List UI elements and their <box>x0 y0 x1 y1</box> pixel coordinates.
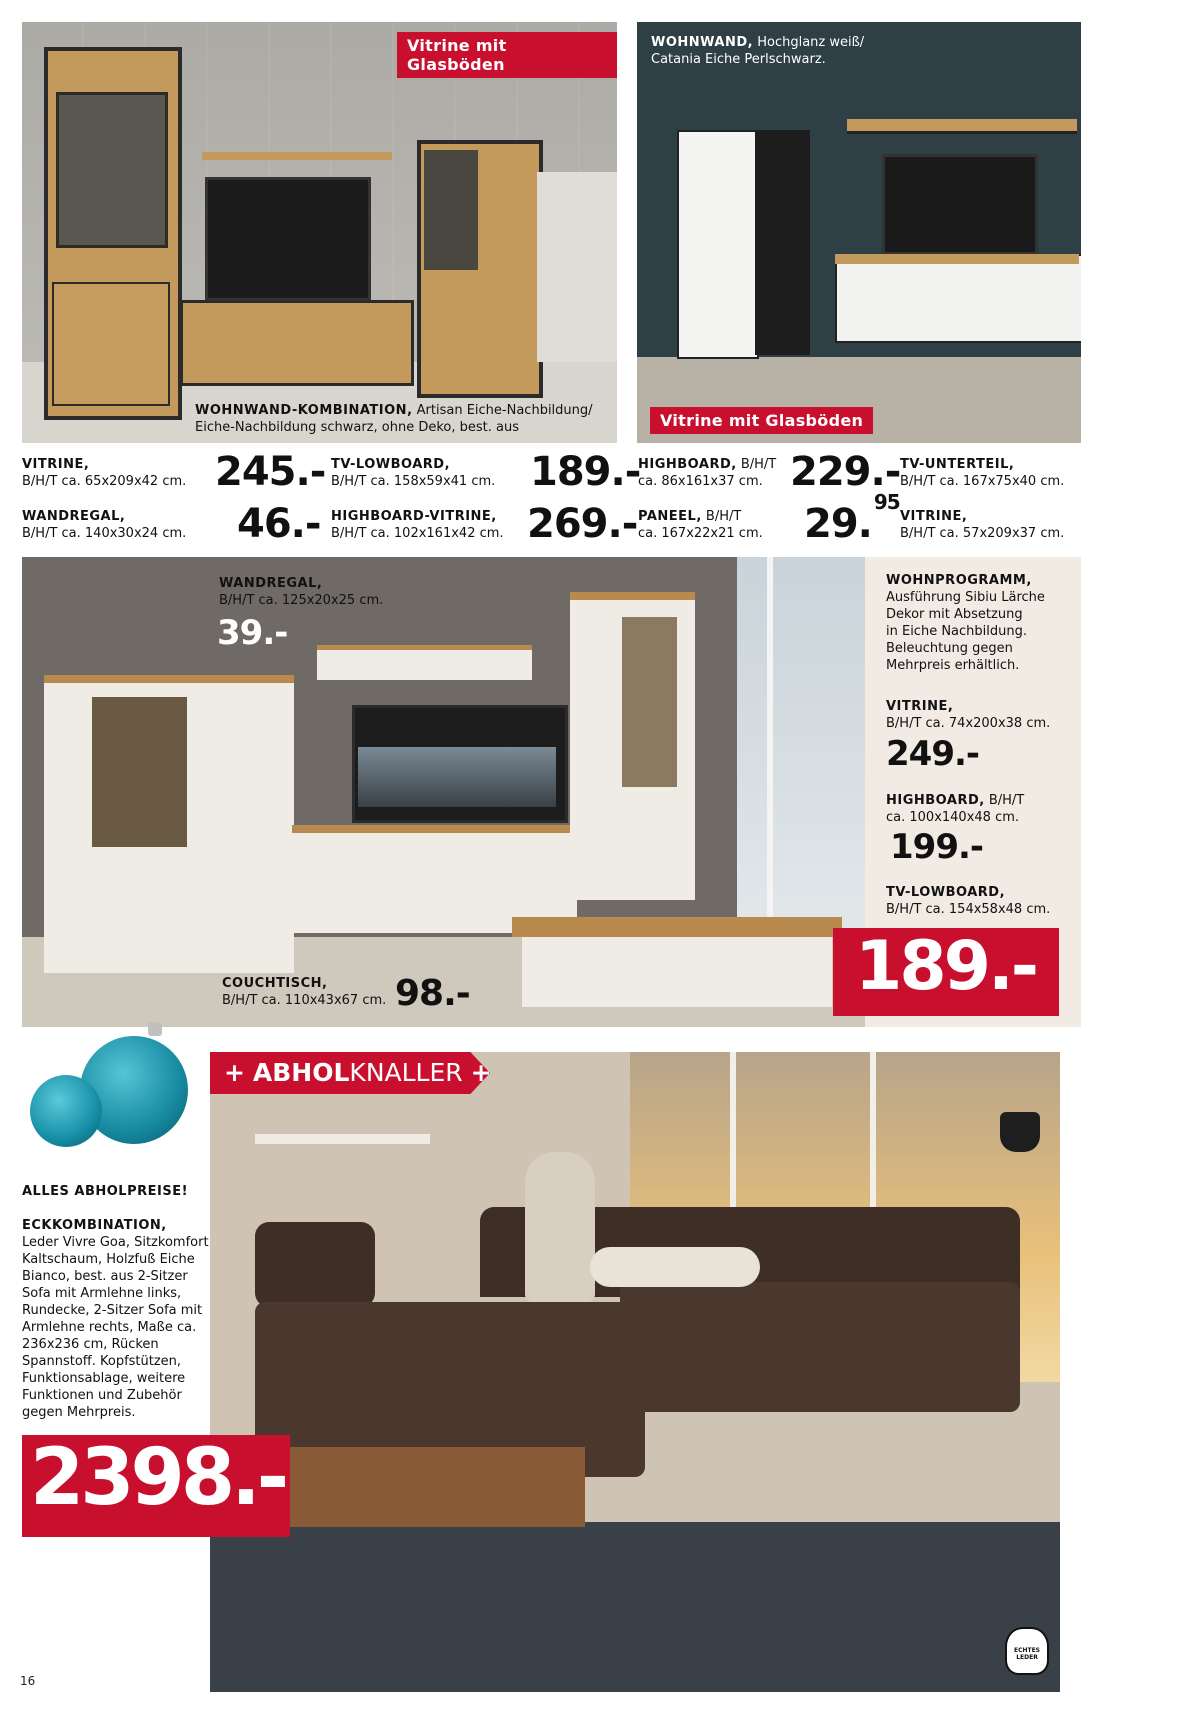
caption-text2: Eiche-Nachbildung schwarz, ohne Deko, best. aus <box>195 420 519 435</box>
item-vitrine <box>22 456 222 490</box>
item-paneel-dims: ca. 167x22x21 cm. <box>638 526 763 541</box>
eck-line-10: Funktionen und Zubehör <box>22 1388 182 1403</box>
photo-eckkombination <box>210 1052 1060 1692</box>
side-highboard <box>886 792 1076 826</box>
item-tv-unterteil <box>900 456 1090 490</box>
side-tv-lowboard <box>886 884 1076 918</box>
banner-plus-right: + <box>470 1058 492 1087</box>
panel2-title: WOHNWAND, <box>651 35 754 50</box>
side-vitrine-title: VITRINE, <box>886 699 954 714</box>
eckkombination-title: ECKKOMBINATION, <box>22 1218 167 1233</box>
eck-line-7: 236x236 cm, Rücken <box>22 1337 159 1352</box>
item-vitrine-name: VITRINE, <box>22 457 90 472</box>
ornament-cap <box>148 1022 162 1036</box>
item-tv-unterteil-dims: B/H/T ca. 167x75x40 cm. <box>900 474 1065 489</box>
price-highboard-vitrine: 269.- <box>527 501 638 547</box>
abholknaller-text <box>224 1057 492 1089</box>
side-highboard-dims: ca. 100x140x48 cm. <box>886 810 1020 825</box>
alles-abholpreise-text: ALLES ABHOLPREISE! <box>22 1184 189 1199</box>
caption-wohnwand-kombination <box>195 402 615 436</box>
price-vitrine: 245.- <box>215 449 326 495</box>
item-tv-unterteil-name: TV-UNTERTEIL, <box>900 457 1015 472</box>
eckkombination-text <box>22 1217 212 1421</box>
photo-wohnprogramm <box>22 557 865 1027</box>
item-highboard-name: HIGHBOARD, <box>638 457 737 472</box>
item-vitrine-2-name: VITRINE, <box>900 509 968 524</box>
item-highboard-name-rest: B/H/T <box>740 457 777 472</box>
item-tv-lowboard-name: TV-LOWBOARD, <box>331 457 451 472</box>
wohnprogramm-line-1: Ausführung Sibiu Lärche <box>886 590 1045 605</box>
item-vitrine-dims: B/H/T ca. 65x209x42 cm. <box>22 474 187 489</box>
banner-knaller: KNALLER <box>349 1058 463 1087</box>
banner-abhol: ABHOL <box>252 1058 350 1087</box>
couchtisch-title: COUCHTISCH, <box>222 976 328 991</box>
tv-lowboard-price: 189.- <box>855 927 1036 1006</box>
eck-line-11: gegen Mehrpreis. <box>22 1405 136 1420</box>
tag-vitrine-glasboeden-2: Vitrine mit Glasböden <box>650 407 873 434</box>
price-paneel-main: 29. <box>804 501 872 547</box>
wandregal-dims: B/H/T ca. 125x20x25 cm. <box>219 593 384 608</box>
echtes-leder-icon <box>1005 1627 1049 1675</box>
wandregal-title: WANDREGAL, <box>219 576 323 591</box>
wohnprogramm-title: WOHNPROGRAMM, <box>886 573 1032 588</box>
item-vitrine-2-dims: B/H/T ca. 57x209x37 cm. <box>900 526 1065 541</box>
price-paneel <box>804 489 900 547</box>
wohnprogramm-line-2: Dekor mit Absetzung <box>886 607 1023 622</box>
side-highboard-title: HIGHBOARD, <box>886 793 985 808</box>
side-vitrine-dims: B/H/T ca. 74x200x38 cm. <box>886 716 1051 731</box>
eck-line-4: Sofa mit Armlehne links, <box>22 1286 182 1301</box>
panel2-text <box>651 34 951 68</box>
item-wandregal-name: WANDREGAL, <box>22 509 126 524</box>
panel2-line2: Catania Eiche Perlschwarz. <box>651 52 826 67</box>
item-vitrine-2 <box>900 508 1090 542</box>
eck-line-9: Funktionsablage, weitere <box>22 1371 186 1386</box>
caption-title: WOHNWAND-KOMBINATION, <box>195 403 413 418</box>
panel2-title-rest: Hochglanz weiß/ <box>757 35 865 50</box>
item-highboard-vitrine-dims: B/H/T ca. 102x161x42 cm. <box>331 526 504 541</box>
wandregal-label <box>219 575 459 609</box>
side-highboard-price: 199.- <box>890 827 983 867</box>
price-highboard: 229.- <box>790 449 901 495</box>
side-tv-lowboard-title: TV-LOWBOARD, <box>886 885 1006 900</box>
item-wandregal <box>22 508 222 542</box>
item-wandregal-dims: B/H/T ca. 140x30x24 cm. <box>22 526 187 541</box>
item-highboard-vitrine-name: HIGHBOARD-VITRINE, <box>331 509 497 524</box>
photo-wohnwand-hochglanz <box>637 22 1081 443</box>
wohnprogramm-line-5: Mehrpreis erhältlich. <box>886 658 1020 673</box>
couchtisch-dims: B/H/T ca. 110x43x67 cm. <box>222 993 387 1008</box>
side-vitrine <box>886 698 1076 732</box>
ornament-small <box>30 1075 102 1147</box>
photo-wohnwand-kombination <box>22 22 617 443</box>
wandregal-price: 39.- <box>217 613 288 653</box>
tag-vitrine-glasboeden-1: Vitrine mit Glasböden <box>397 32 617 78</box>
page-number: 16 <box>20 1674 36 1688</box>
eck-line-2: Kaltschaum, Holzfuß Eiche <box>22 1252 195 1267</box>
item-paneel-name-rest: B/H/T <box>705 509 742 524</box>
couchtisch-label <box>222 975 412 1009</box>
wohnprogramm-text <box>886 572 1076 674</box>
eck-line-5: Rundecke, 2-Sitzer Sofa mit <box>22 1303 203 1318</box>
price-wandregal: 46.- <box>237 501 321 547</box>
price-paneel-cents: 95 <box>873 489 900 514</box>
wohnprogramm-line-4: Beleuchtung gegen <box>886 641 1013 656</box>
alles-abholpreise <box>22 1183 212 1200</box>
echtes-leder-label: ECHTES LEDER <box>1013 1647 1041 1661</box>
side-vitrine-price: 249.- <box>886 734 979 774</box>
item-tv-lowboard-dims: B/H/T ca. 158x59x41 cm. <box>331 474 496 489</box>
eck-price: 2398.- <box>30 1433 286 1523</box>
item-tv-lowboard <box>331 456 531 490</box>
eck-line-3: Bianco, best. aus 2-Sitzer <box>22 1269 188 1284</box>
banner-plus-left: + <box>224 1058 245 1087</box>
item-paneel <box>638 508 808 542</box>
item-highboard-vitrine <box>331 508 531 542</box>
eck-line-8: Spannstoff. Kopfstützen, <box>22 1354 182 1369</box>
caption-text: Artisan Eiche-Nachbildung/ <box>416 403 593 418</box>
couchtisch-price: 98.- <box>395 973 470 1014</box>
price-tv-lowboard: 189.- <box>530 449 641 495</box>
item-highboard-dims: ca. 86x161x37 cm. <box>638 474 763 489</box>
eck-line-1: Leder Vivre Goa, Sitzkomfort <box>22 1235 209 1250</box>
item-highboard <box>638 456 808 490</box>
eck-line-6: Armlehne rechts, Maße ca. <box>22 1320 197 1335</box>
wohnprogramm-line-3: in Eiche Nachbildung. <box>886 624 1027 639</box>
side-tv-lowboard-dims: B/H/T ca. 154x58x48 cm. <box>886 902 1051 917</box>
side-highboard-rest: B/H/T <box>988 793 1025 808</box>
item-paneel-name: PANEEL, <box>638 509 702 524</box>
